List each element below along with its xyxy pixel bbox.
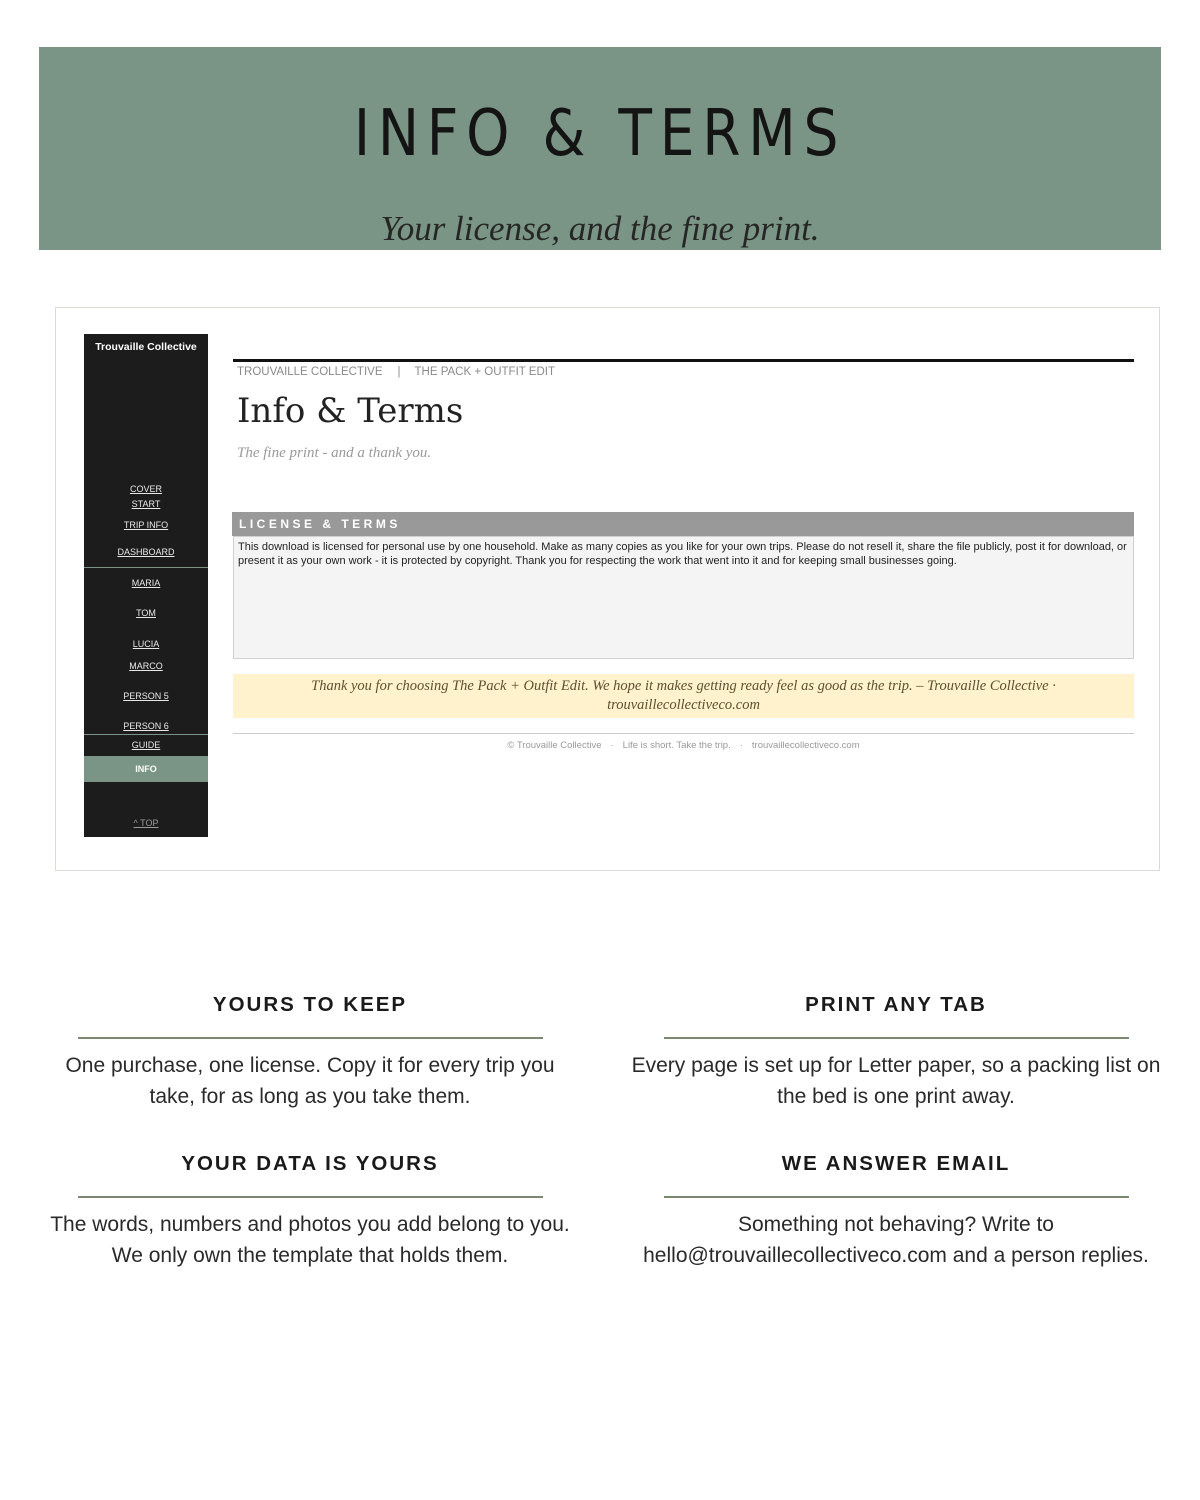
sidebar-item-maria[interactable]: MARIA xyxy=(131,578,161,588)
feature-your-data-is-yours xyxy=(40,1152,580,1271)
sidebar-item-cover[interactable]: COVER xyxy=(129,484,162,494)
banner-title: INFO & TERMS xyxy=(353,97,847,171)
section-header xyxy=(232,512,1134,536)
page-title: Info & Terms xyxy=(237,391,464,431)
feature-divider xyxy=(664,1196,1129,1198)
sidebar-nav xyxy=(84,334,208,837)
preview-footer xyxy=(233,740,1134,751)
sidebar-item-lucia[interactable]: LUCIA xyxy=(132,639,160,649)
top-rule xyxy=(233,359,1134,362)
feature-body: The words, numbers and photos you add belong to you. We only own the template that holds them. xyxy=(50,1213,570,1267)
feature-print-any-tab xyxy=(626,993,1166,1112)
back-to-top-link[interactable]: ^ TOP xyxy=(133,818,159,828)
sidebar-item-person-6[interactable]: PERSON 6 xyxy=(123,721,169,731)
sidebar-item-trip-info[interactable]: TRIP INFO xyxy=(123,520,169,530)
sidebar-item-start[interactable]: START xyxy=(131,499,161,509)
breadcrumb-product: THE PACK + OUTFIT EDIT xyxy=(414,366,555,378)
breadcrumb-brand: TROUVAILLE COLLECTIVE xyxy=(237,366,383,378)
sidebar-item-label: INFO xyxy=(135,764,157,774)
feature-heading: PRINT ANY TAB xyxy=(805,993,987,1016)
footer-separator: · xyxy=(610,740,614,751)
sidebar-brand: Trouvaille Collective xyxy=(95,341,197,353)
section-header-label: LICENSE & TERMS xyxy=(239,517,401,531)
sidebar-item-info-active[interactable] xyxy=(84,756,208,782)
feature-body: Something not behaving? Write to hello@trouvaillecollectiveco.com and a person replies. xyxy=(643,1213,1149,1267)
feature-divider xyxy=(78,1037,543,1039)
breadcrumb xyxy=(237,366,555,378)
feature-divider xyxy=(78,1196,543,1198)
sidebar-item-tom[interactable]: TOM xyxy=(136,608,156,618)
footer-separator: · xyxy=(739,740,743,751)
feature-body: One purchase, one license. Copy it for every trip you take, for as long as you take them. xyxy=(65,1054,555,1108)
banner-subtitle: Your license, and the fine print. xyxy=(380,209,820,248)
license-text-cell[interactable]: This download is licensed for personal use by one household. Make as many copies as you like for your own trips. Please do not resell it, share the file publicly, post it for download, or present it as your own work - it is protected by copyright. Thank you for respecting the work that went into it and for keeping small businesses going. xyxy=(233,536,1134,659)
header-banner xyxy=(39,47,1161,250)
feature-heading: YOURS TO KEEP xyxy=(212,993,408,1016)
footer-divider xyxy=(233,733,1134,734)
feature-yours-to-keep xyxy=(40,993,580,1112)
footer-site: trouvaillecollectiveco.com xyxy=(751,740,860,751)
sidebar-divider xyxy=(84,567,208,568)
sidebar-item-person-5[interactable]: PERSON 5 xyxy=(123,691,169,701)
breadcrumb-separator: | xyxy=(397,366,401,378)
spreadsheet-preview xyxy=(55,307,1160,871)
feature-body: Every page is set up for Letter paper, so a packing list on the bed is one print away. xyxy=(631,1054,1161,1108)
sidebar-divider xyxy=(84,734,208,735)
sidebar-item-marco[interactable]: MARCO xyxy=(129,661,163,671)
footer-copyright: © Trouvaille Collective xyxy=(507,740,602,751)
page-subtitle: The fine print - and a thank you. xyxy=(237,445,432,461)
thank-you-note: Thank you for choosing The Pack + Outfit Edit. We hope it makes getting ready feel as good as the trip. – Trouvaille Collective · trouvaillecollectiveco.com xyxy=(233,674,1134,718)
sidebar-item-dashboard[interactable]: DASHBOARD xyxy=(117,547,175,557)
feature-heading: WE ANSWER EMAIL xyxy=(781,1152,1011,1175)
feature-divider xyxy=(664,1037,1129,1039)
feature-we-answer-email xyxy=(626,1152,1166,1271)
feature-heading: YOUR DATA IS YOURS xyxy=(181,1152,439,1175)
sidebar-item-guide[interactable]: GUIDE xyxy=(131,740,161,750)
footer-tagline: Life is short. Take the trip. xyxy=(622,740,731,751)
